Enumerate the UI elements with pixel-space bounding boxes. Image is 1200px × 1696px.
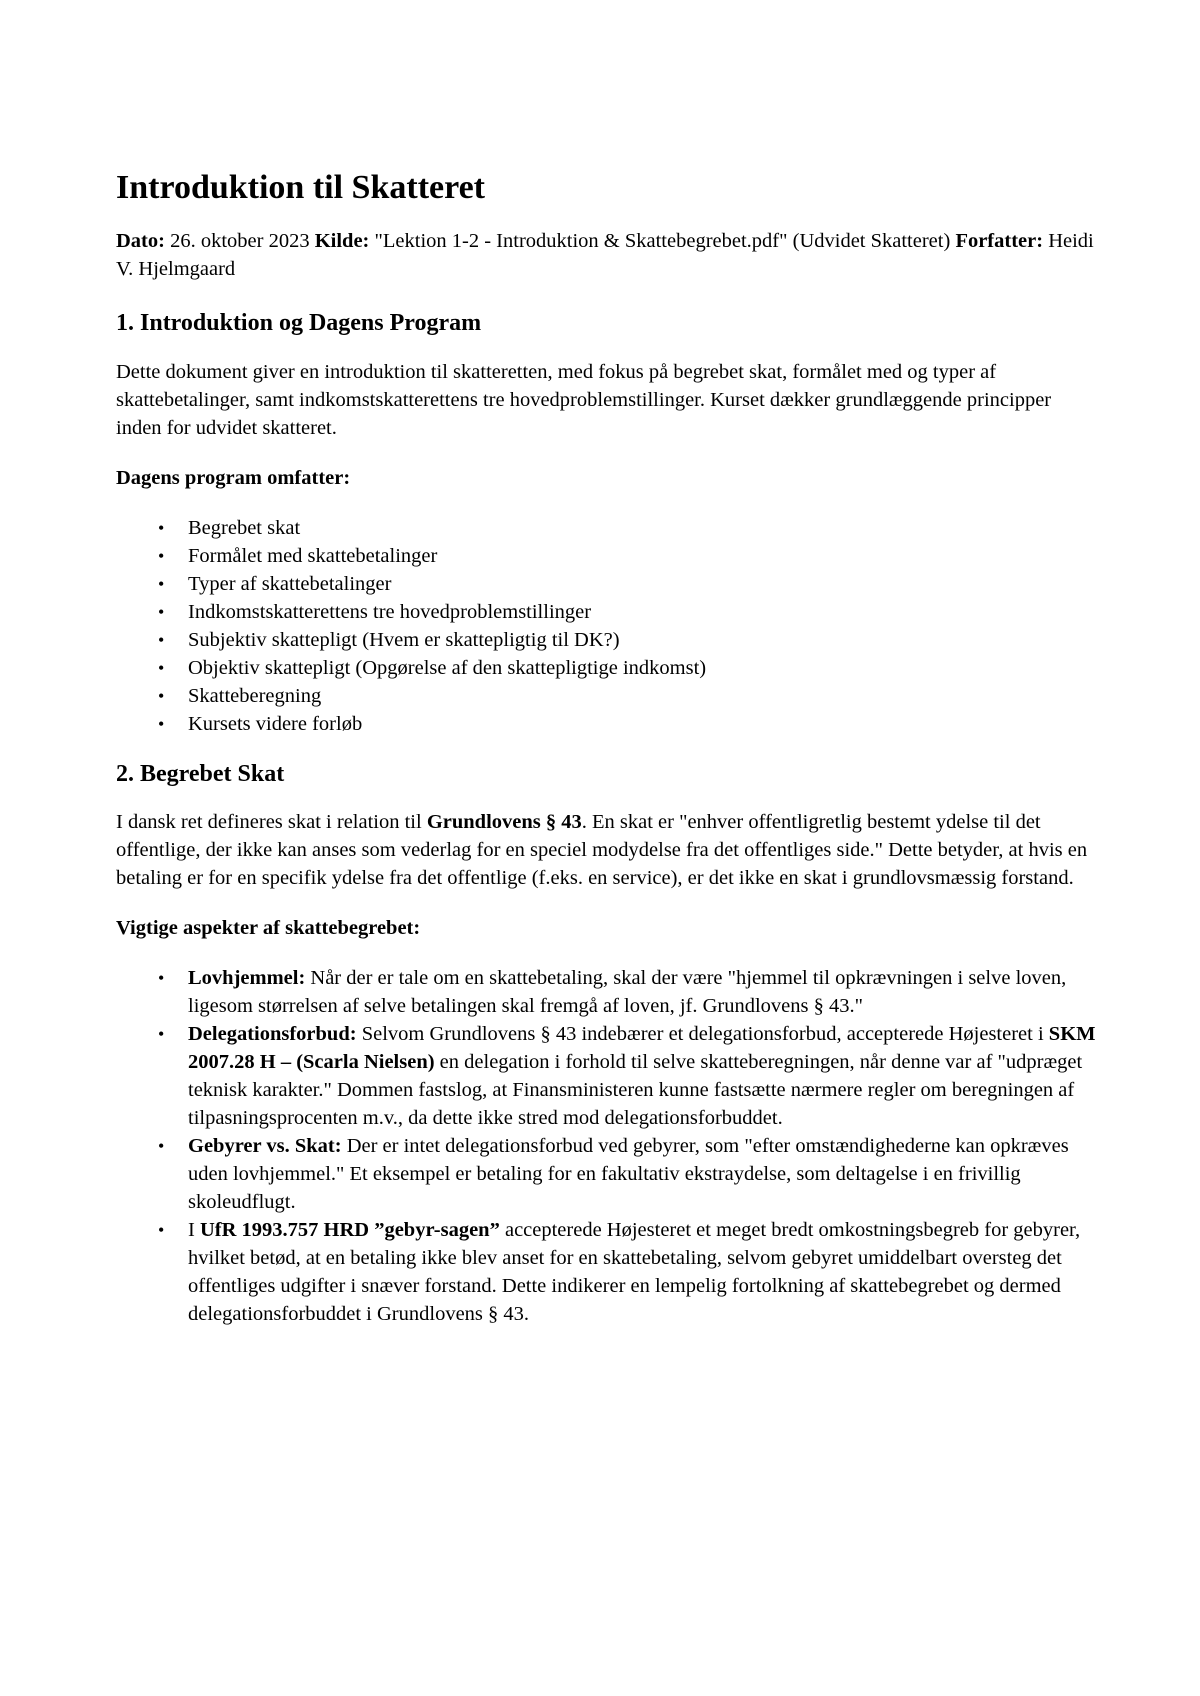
date-value: 26. oktober 2023: [164, 229, 315, 252]
aspect-text: Der er intet delegationsforbud ved gebyrer, som "efter omstændighederne kan opkræves uden lovhjemmel." Et eksempel er betaling for en fakultativ ekstraydelse, som deltagelse i en frivillig skoleudflugt.: [188, 1135, 1069, 1214]
bullet-icon: •: [158, 1024, 165, 1045]
section-2-heading: 2. Begrebet Skat: [116, 760, 285, 787]
bullet-icon: •: [158, 629, 165, 650]
list-item: [158, 1132, 1096, 1216]
aspect-text: Når der er tale om en skattebetaling, skal der være "hjemmel til opkrævningen i selve loven, ligesom størrelsen af selve betalingen skal fremgå af loven, jf. Grundlovens § 43.": [188, 967, 1067, 1018]
list-item: [158, 570, 1096, 598]
list-item-text: Objektiv skattepligt (Opgørelse af den skattepligtige indkomst): [188, 656, 707, 679]
aspect-label: Gebyrer vs. Skat:: [188, 1135, 342, 1158]
list-item-text: Skatteberegning: [188, 684, 322, 707]
list-item-text: Indkomstskatterettens tre hovedproblemstillinger: [188, 600, 592, 623]
bullet-icon: •: [158, 657, 165, 678]
aspect-label: Delegationsforbud:: [188, 1023, 357, 1046]
paragraph-text: . En skat er "enhver offentligretlig bestemt ydelse til det offentlige, der ikke kan anses som vederlag for en speciel modydelse fra det offentliges side." Dette betyder, at hvis en betaling er for en specifik ydelse fra det offentlige (f.eks. en service), er det ikke en skat i grundlovsmæssig forstand.: [116, 811, 1088, 890]
bullet-icon: •: [158, 1220, 165, 1241]
case-reference: UfR 1993.757 HRD ”gebyr-sagen”: [199, 1219, 500, 1242]
grundlov-reference: Grundlovens § 43: [426, 811, 582, 834]
list-item: [158, 542, 1096, 570]
aspect-text: Selvom Grundlovens § 43 indebærer et delegationsforbud, accepterede Højesteret i: [356, 1023, 1049, 1046]
bullet-icon: •: [158, 713, 165, 734]
aspect-text: en delegation i forhold til selve skatteberegningen, når denne var af "udpræget teknisk karakter." Dommen fastslog, at Finansministeren kunne fastsætte nærmere regler om beregningen af tilpasningsprocenten m.v., da dette ikke stred mod delegationsforbuddet.: [188, 1051, 1083, 1130]
list-item-text: Kursets videre forløb: [188, 712, 363, 735]
list-item-text: Subjektiv skattepligt (Hvem er skattepligtig til DK?): [188, 628, 620, 651]
source-label: Kilde:: [314, 229, 370, 252]
aspect-text: I: [188, 1219, 200, 1242]
date-label: Dato:: [116, 229, 165, 252]
bullet-icon: •: [158, 968, 165, 989]
paragraph-text: I dansk ret defineres skat i relation til: [116, 811, 427, 834]
document-page: [116, 168, 1096, 1350]
list-item: [158, 626, 1096, 654]
aspects-list: [116, 964, 1096, 1328]
bullet-icon: •: [158, 573, 165, 594]
case-reference: SKM 2007.28 H – (Scarla Nielsen): [188, 1023, 1096, 1074]
bullet-icon: •: [158, 545, 165, 566]
list-item: [158, 682, 1096, 710]
author-value: Heidi V. Hjelmgaard: [116, 229, 1094, 280]
aspects-heading: Vigtige aspekter af skattebegrebet:: [116, 917, 421, 940]
document-meta: [116, 227, 1096, 283]
program-list: [116, 514, 1096, 738]
program-heading: Dagens program omfatter:: [116, 466, 351, 489]
bullet-icon: •: [158, 685, 165, 706]
section-2-paragraph: [116, 808, 1096, 892]
list-item: [158, 654, 1096, 682]
list-item: [158, 710, 1096, 738]
list-item: [158, 514, 1096, 542]
list-item: [158, 598, 1096, 626]
list-item: [158, 964, 1096, 1020]
bullet-icon: •: [158, 601, 165, 622]
aspect-label: Lovhjemmel:: [188, 967, 306, 990]
section-1-intro: Dette dokument giver en introduktion til skatteretten, med fokus på begrebet skat, formålet med og typer af skattebetalinger, samt indkomstskatterettens tre hovedproblemstillinger. Kurset dækker grundlæggende principper inden for udvidet skatteret.: [116, 360, 1052, 439]
list-item: [158, 1216, 1096, 1328]
section-2: [116, 760, 1096, 1329]
author-label: Forfatter:: [955, 229, 1044, 252]
aspect-text: accepterede Højesteret et meget bredt omkostningsbegreb for gebyrer, hvilket betød, at en betaling ikke blev anset for en skattebetaling, selvom gebyret umiddelbart oversteg det offentliges udgifter i snæver forstand. Dette indikerer en lempelig fortolkning af skattebegrebet og dermed delegationsforbuddet i Grundlovens § 43.: [188, 1219, 1081, 1326]
source-value: "Lektion 1-2 - Introduktion & Skattebegrebet.pdf" (Udvidet Skatteret): [369, 229, 956, 252]
list-item-text: Typer af skattebetalinger: [188, 572, 392, 595]
list-item-text: Begrebet skat: [188, 516, 301, 539]
section-1-heading: 1. Introduktion og Dagens Program: [116, 309, 482, 336]
list-item-text: Formålet med skattebetalinger: [188, 544, 438, 567]
bullet-icon: •: [158, 1136, 165, 1157]
document-title: Introduktion til Skatteret: [116, 169, 486, 206]
bullet-icon: •: [158, 517, 165, 538]
list-item: [158, 1020, 1096, 1132]
